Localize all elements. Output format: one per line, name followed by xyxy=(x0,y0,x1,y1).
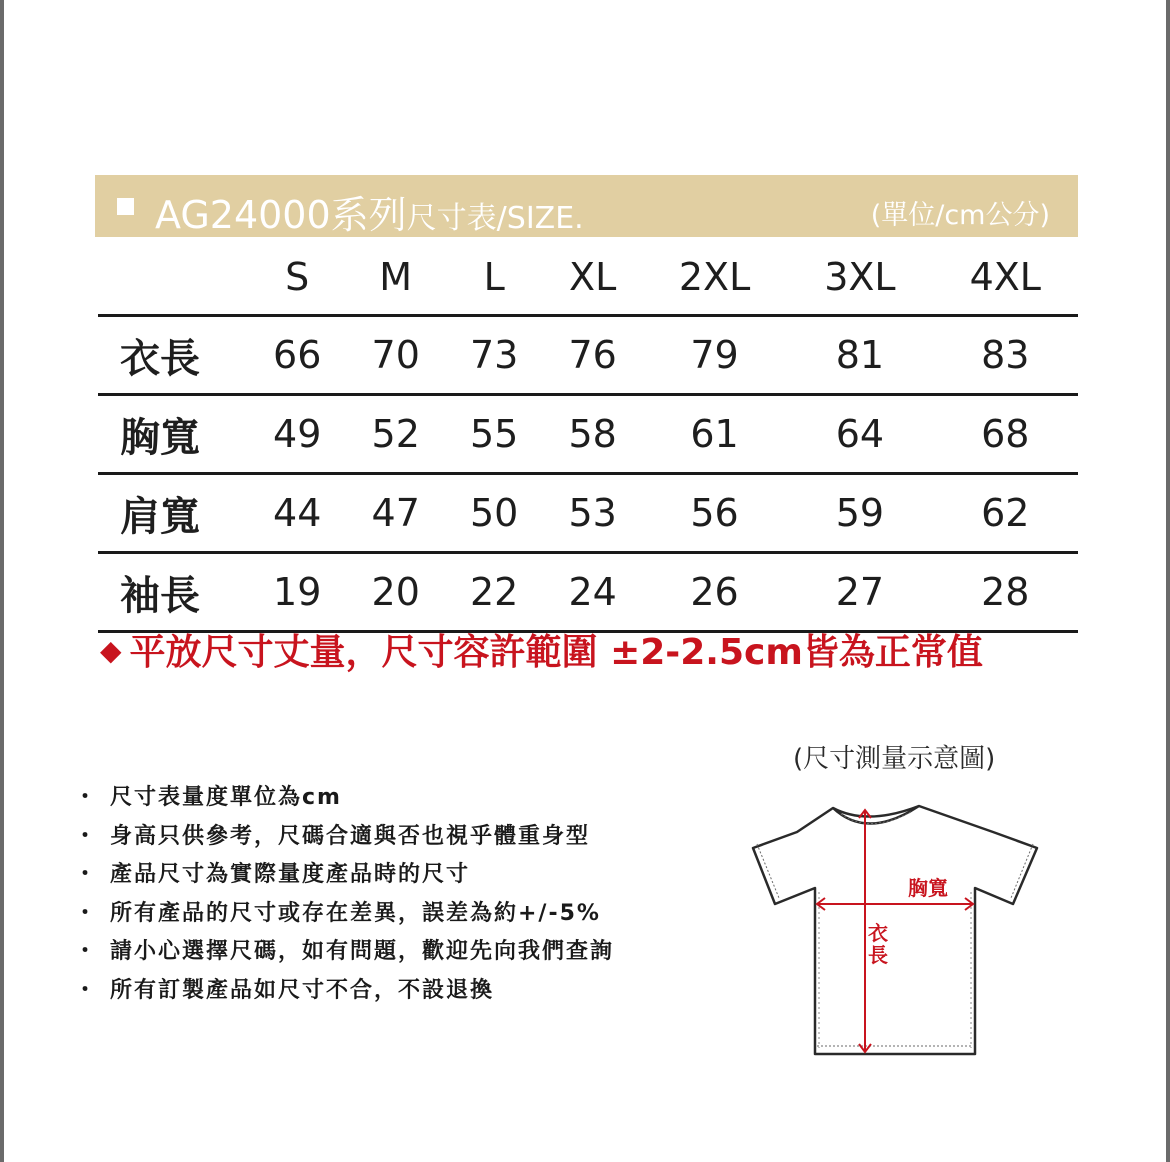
table-cell: 64 xyxy=(787,395,932,474)
size-header: 3XL xyxy=(824,255,896,299)
length-label: 衣長 xyxy=(868,921,888,967)
size-header: XL xyxy=(569,255,617,299)
table-cell: 79 xyxy=(642,316,787,395)
table-row xyxy=(98,395,1078,474)
table-cell: 81 xyxy=(787,316,932,395)
list-item-text: 身高只供參考，尺碼合適與否也視乎體重身型 xyxy=(110,823,591,849)
list-item-text: 所有訂製產品如尺寸不合，不設退換 xyxy=(110,977,495,1003)
table-cell: 83 xyxy=(933,316,1078,395)
bullet-icon: ・ xyxy=(74,977,99,1003)
table-cell: 76 xyxy=(543,316,641,395)
table-cell: 56 xyxy=(642,474,787,553)
table-cell: 66 xyxy=(248,316,346,395)
bullet-icon: ・ xyxy=(74,785,99,810)
table-cell: 47 xyxy=(346,474,444,553)
size-header: L xyxy=(483,255,505,299)
table-cell: 68 xyxy=(933,395,1078,474)
list-item xyxy=(74,973,614,1012)
title-bar xyxy=(95,175,1078,237)
table-cell: 26 xyxy=(642,553,787,632)
table-cell: 49 xyxy=(248,395,346,474)
notes-list xyxy=(74,780,614,1011)
table-row xyxy=(98,474,1078,553)
table-cell: 53 xyxy=(543,474,641,553)
table-cell: 22 xyxy=(445,553,543,632)
size-header: S xyxy=(285,255,310,299)
diagram-caption: (尺寸測量示意圖) xyxy=(793,744,996,774)
page-title xyxy=(155,184,584,239)
row-label: 肩寬 xyxy=(98,474,248,553)
row-label: 衣長 xyxy=(98,316,248,395)
bullet-icon: ・ xyxy=(74,939,99,964)
size-header: M xyxy=(379,255,413,299)
table-cell: 52 xyxy=(346,395,444,474)
size-header: 4XL xyxy=(969,255,1041,299)
list-item-text: 產品尺寸為實際量度產品時的尺寸 xyxy=(110,862,471,887)
size-table xyxy=(98,240,1078,633)
table-cell: 73 xyxy=(445,316,543,395)
table-cell: 28 xyxy=(933,553,1078,632)
square-icon xyxy=(117,198,134,215)
table-row xyxy=(98,316,1078,395)
unit-label: (單位/cm公分) xyxy=(870,200,1050,231)
list-item xyxy=(74,934,614,973)
tolerance-note-text: 平放尺寸丈量，尺寸容許範圍 ±2-2.5cm皆為正常值 xyxy=(129,632,983,673)
list-item xyxy=(74,896,614,935)
table-cell: 58 xyxy=(543,395,641,474)
left-border xyxy=(0,0,4,1162)
row-label: 胸寬 xyxy=(98,395,248,474)
title-sub: 尺寸表/SIZE. xyxy=(406,201,584,236)
table-cell: 62 xyxy=(933,474,1078,553)
bullet-icon: ・ xyxy=(74,900,99,926)
table-cell: 50 xyxy=(445,474,543,553)
right-border xyxy=(1166,0,1170,1162)
list-item xyxy=(74,857,614,896)
size-header: 2XL xyxy=(678,255,751,299)
table-cell: 59 xyxy=(787,474,932,553)
table-cell: 19 xyxy=(248,553,346,632)
header-corner xyxy=(98,240,248,316)
title-main: AG24000系列 xyxy=(155,193,407,237)
bullet-icon: ・ xyxy=(74,823,99,849)
bullet-icon: ・ xyxy=(74,862,99,887)
chest-label: 胸寬 xyxy=(908,876,948,900)
diamond-icon: ◆ xyxy=(100,634,122,667)
table-cell: 61 xyxy=(642,395,787,474)
table-cell: 55 xyxy=(445,395,543,474)
table-cell: 70 xyxy=(346,316,444,395)
tolerance-note xyxy=(100,624,983,675)
table-cell: 20 xyxy=(346,553,444,632)
size-header-row xyxy=(98,240,1078,316)
list-item-text: 尺寸表量度單位為cm xyxy=(110,785,342,810)
row-label: 袖長 xyxy=(98,553,248,632)
list-item-text: 請小心選擇尺碼，如有問題，歡迎先向我們查詢 xyxy=(110,939,615,964)
list-item xyxy=(74,780,614,819)
table-cell: 44 xyxy=(248,474,346,553)
table-cell: 27 xyxy=(787,553,932,632)
list-item-text: 所有產品的尺寸或存在差異，誤差為約+/-5% xyxy=(110,900,601,926)
tshirt-icon xyxy=(745,796,1045,1058)
table-cell: 24 xyxy=(543,553,641,632)
table-row xyxy=(98,553,1078,632)
list-item xyxy=(74,819,614,858)
